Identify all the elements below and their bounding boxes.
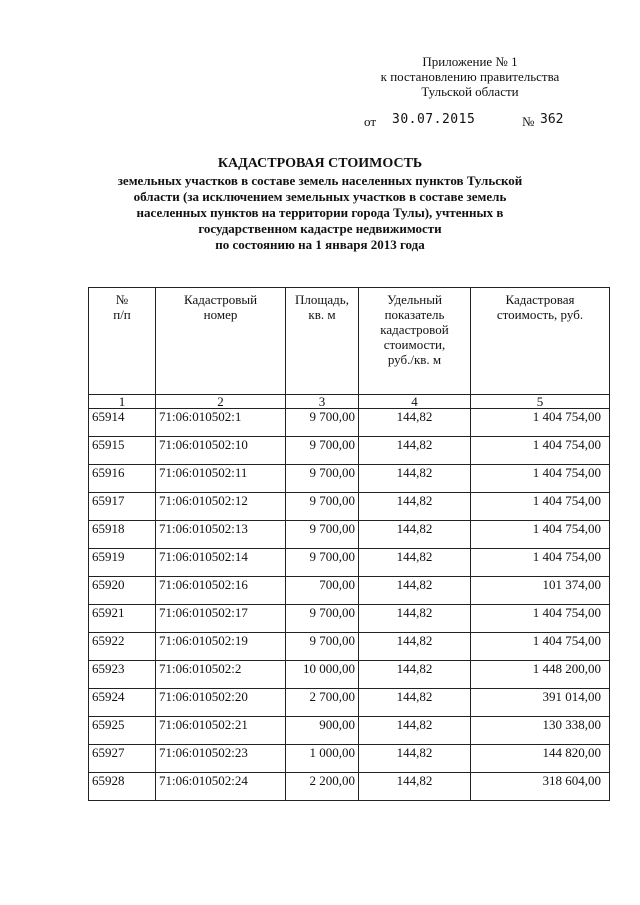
document-title xyxy=(100,156,540,253)
cell-area: 2 700,00 xyxy=(286,689,359,717)
column-number: 2 xyxy=(156,395,286,409)
column-number: 3 xyxy=(286,395,359,409)
title-line: земельных участков в составе земель населенных пунктов Тульской xyxy=(117,173,523,188)
table-row xyxy=(89,661,610,689)
table-row xyxy=(89,465,610,493)
table-row xyxy=(89,773,610,801)
table-row xyxy=(89,717,610,745)
cell-area: 900,00 xyxy=(286,717,359,745)
date-prefix: от xyxy=(364,114,377,129)
cell-pp: 65922 xyxy=(89,633,156,661)
title-main: КАДАСТРОВАЯ СТОИМОСТЬ xyxy=(217,156,423,171)
cell-unit-value: 144,82 xyxy=(359,745,471,773)
cell-unit-value: 144,82 xyxy=(359,577,471,605)
header-cell-pp: № п/п xyxy=(89,288,156,395)
cell-pp: 65921 xyxy=(89,605,156,633)
cell-cadastral-value: 1 448 200,00 xyxy=(471,661,610,689)
table-row xyxy=(89,549,610,577)
title-line: области (за исключением земельных участков в составе земель xyxy=(133,189,507,204)
cell-cadastral-value: 1 404 754,00 xyxy=(471,605,610,633)
cell-pp: 65924 xyxy=(89,689,156,717)
cell-cadastral-value: 318 604,00 xyxy=(471,773,610,801)
table-row xyxy=(89,577,610,605)
cell-unit-value: 144,82 xyxy=(359,409,471,437)
cell-cadastral-number: 71:06:010502:2 xyxy=(156,661,286,689)
cell-cadastral-value: 144 820,00 xyxy=(471,745,610,773)
appendix-line-3: Тульской области xyxy=(421,84,519,99)
cell-pp: 65923 xyxy=(89,661,156,689)
cell-pp: 65927 xyxy=(89,745,156,773)
decree-date-line xyxy=(364,114,574,132)
appendix-header xyxy=(360,54,580,99)
cell-unit-value: 144,82 xyxy=(359,493,471,521)
table-row xyxy=(89,437,610,465)
cell-pp: 65916 xyxy=(89,465,156,493)
cell-cadastral-number: 71:06:010502:12 xyxy=(156,493,286,521)
cell-unit-value: 144,82 xyxy=(359,605,471,633)
cell-area: 9 700,00 xyxy=(286,549,359,577)
cell-area: 700,00 xyxy=(286,577,359,605)
header-cell-cadastral-value: Кадастровая стоимость, руб. xyxy=(471,288,610,395)
table-row xyxy=(89,605,610,633)
table-row xyxy=(89,521,610,549)
cell-area: 9 700,00 xyxy=(286,465,359,493)
cell-unit-value: 144,82 xyxy=(359,549,471,577)
cell-pp: 65928 xyxy=(89,773,156,801)
decree-number: 362 xyxy=(540,112,564,127)
header-cell-cadastral-number: Кадастровый номер xyxy=(156,288,286,395)
cell-cadastral-number: 71:06:010502:14 xyxy=(156,549,286,577)
cell-area: 9 700,00 xyxy=(286,437,359,465)
column-number: 5 xyxy=(471,395,610,409)
cell-area: 10 000,00 xyxy=(286,661,359,689)
cell-unit-value: 144,82 xyxy=(359,437,471,465)
cell-area: 2 200,00 xyxy=(286,773,359,801)
cell-cadastral-number: 71:06:010502:21 xyxy=(156,717,286,745)
cell-cadastral-number: 71:06:010502:24 xyxy=(156,773,286,801)
cell-cadastral-value: 1 404 754,00 xyxy=(471,633,610,661)
cell-cadastral-value: 391 014,00 xyxy=(471,689,610,717)
table-body xyxy=(89,409,610,801)
cell-cadastral-number: 71:06:010502:16 xyxy=(156,577,286,605)
cell-area: 9 700,00 xyxy=(286,521,359,549)
cell-cadastral-number: 71:06:010502:11 xyxy=(156,465,286,493)
cell-pp: 65919 xyxy=(89,549,156,577)
cell-area: 1 000,00 xyxy=(286,745,359,773)
cell-cadastral-value: 1 404 754,00 xyxy=(471,437,610,465)
title-line: по состоянию на 1 января 2013 года xyxy=(215,237,425,252)
cell-pp: 65915 xyxy=(89,437,156,465)
title-line: населенных пунктов на территории города Тулы), учтенных в xyxy=(136,205,504,220)
cell-cadastral-number: 71:06:010502:17 xyxy=(156,605,286,633)
cell-area: 9 700,00 xyxy=(286,493,359,521)
title-line: государственном кадастре недвижимости xyxy=(198,221,442,236)
cell-cadastral-number: 71:06:010502:23 xyxy=(156,745,286,773)
cell-cadastral-value: 130 338,00 xyxy=(471,717,610,745)
cell-cadastral-value: 1 404 754,00 xyxy=(471,409,610,437)
cell-cadastral-value: 1 404 754,00 xyxy=(471,549,610,577)
cell-area: 9 700,00 xyxy=(286,409,359,437)
table-row xyxy=(89,745,610,773)
header-cell-area: Площадь, кв. м xyxy=(286,288,359,395)
appendix-line-1: Приложение № 1 xyxy=(422,54,518,69)
cell-pp: 65917 xyxy=(89,493,156,521)
cell-unit-value: 144,82 xyxy=(359,465,471,493)
table-row xyxy=(89,689,610,717)
cell-cadastral-value: 1 404 754,00 xyxy=(471,465,610,493)
cell-cadastral-number: 71:06:010502:13 xyxy=(156,521,286,549)
column-number: 1 xyxy=(89,395,156,409)
appendix-line-2: к постановлению правительства xyxy=(380,69,560,84)
table-row xyxy=(89,633,610,661)
column-number: 4 xyxy=(359,395,471,409)
cell-cadastral-number: 71:06:010502:20 xyxy=(156,689,286,717)
cell-area: 9 700,00 xyxy=(286,633,359,661)
cell-pp: 65925 xyxy=(89,717,156,745)
column-number-row xyxy=(89,395,610,409)
cadastral-value-table xyxy=(88,287,610,801)
decree-date: 30.07.2015 xyxy=(392,112,476,127)
cell-unit-value: 144,82 xyxy=(359,521,471,549)
cell-pp: 65918 xyxy=(89,521,156,549)
number-prefix: № xyxy=(522,114,535,129)
cell-cadastral-value: 1 404 754,00 xyxy=(471,521,610,549)
cell-unit-value: 144,82 xyxy=(359,773,471,801)
cell-cadastral-value: 101 374,00 xyxy=(471,577,610,605)
table-row xyxy=(89,493,610,521)
cell-cadastral-number: 71:06:010502:19 xyxy=(156,633,286,661)
cell-unit-value: 144,82 xyxy=(359,661,471,689)
cell-cadastral-value: 1 404 754,00 xyxy=(471,493,610,521)
cell-cadastral-number: 71:06:010502:1 xyxy=(156,409,286,437)
cell-pp: 65920 xyxy=(89,577,156,605)
cell-unit-value: 144,82 xyxy=(359,717,471,745)
cell-unit-value: 144,82 xyxy=(359,689,471,717)
cell-area: 9 700,00 xyxy=(286,605,359,633)
cell-pp: 65914 xyxy=(89,409,156,437)
cell-unit-value: 144,82 xyxy=(359,633,471,661)
table-header-row xyxy=(89,288,610,395)
table-row xyxy=(89,409,610,437)
cell-cadastral-number: 71:06:010502:10 xyxy=(156,437,286,465)
header-cell-unit-value: Удельный показатель кадастровой стоимости, руб./кв. м xyxy=(359,288,471,395)
